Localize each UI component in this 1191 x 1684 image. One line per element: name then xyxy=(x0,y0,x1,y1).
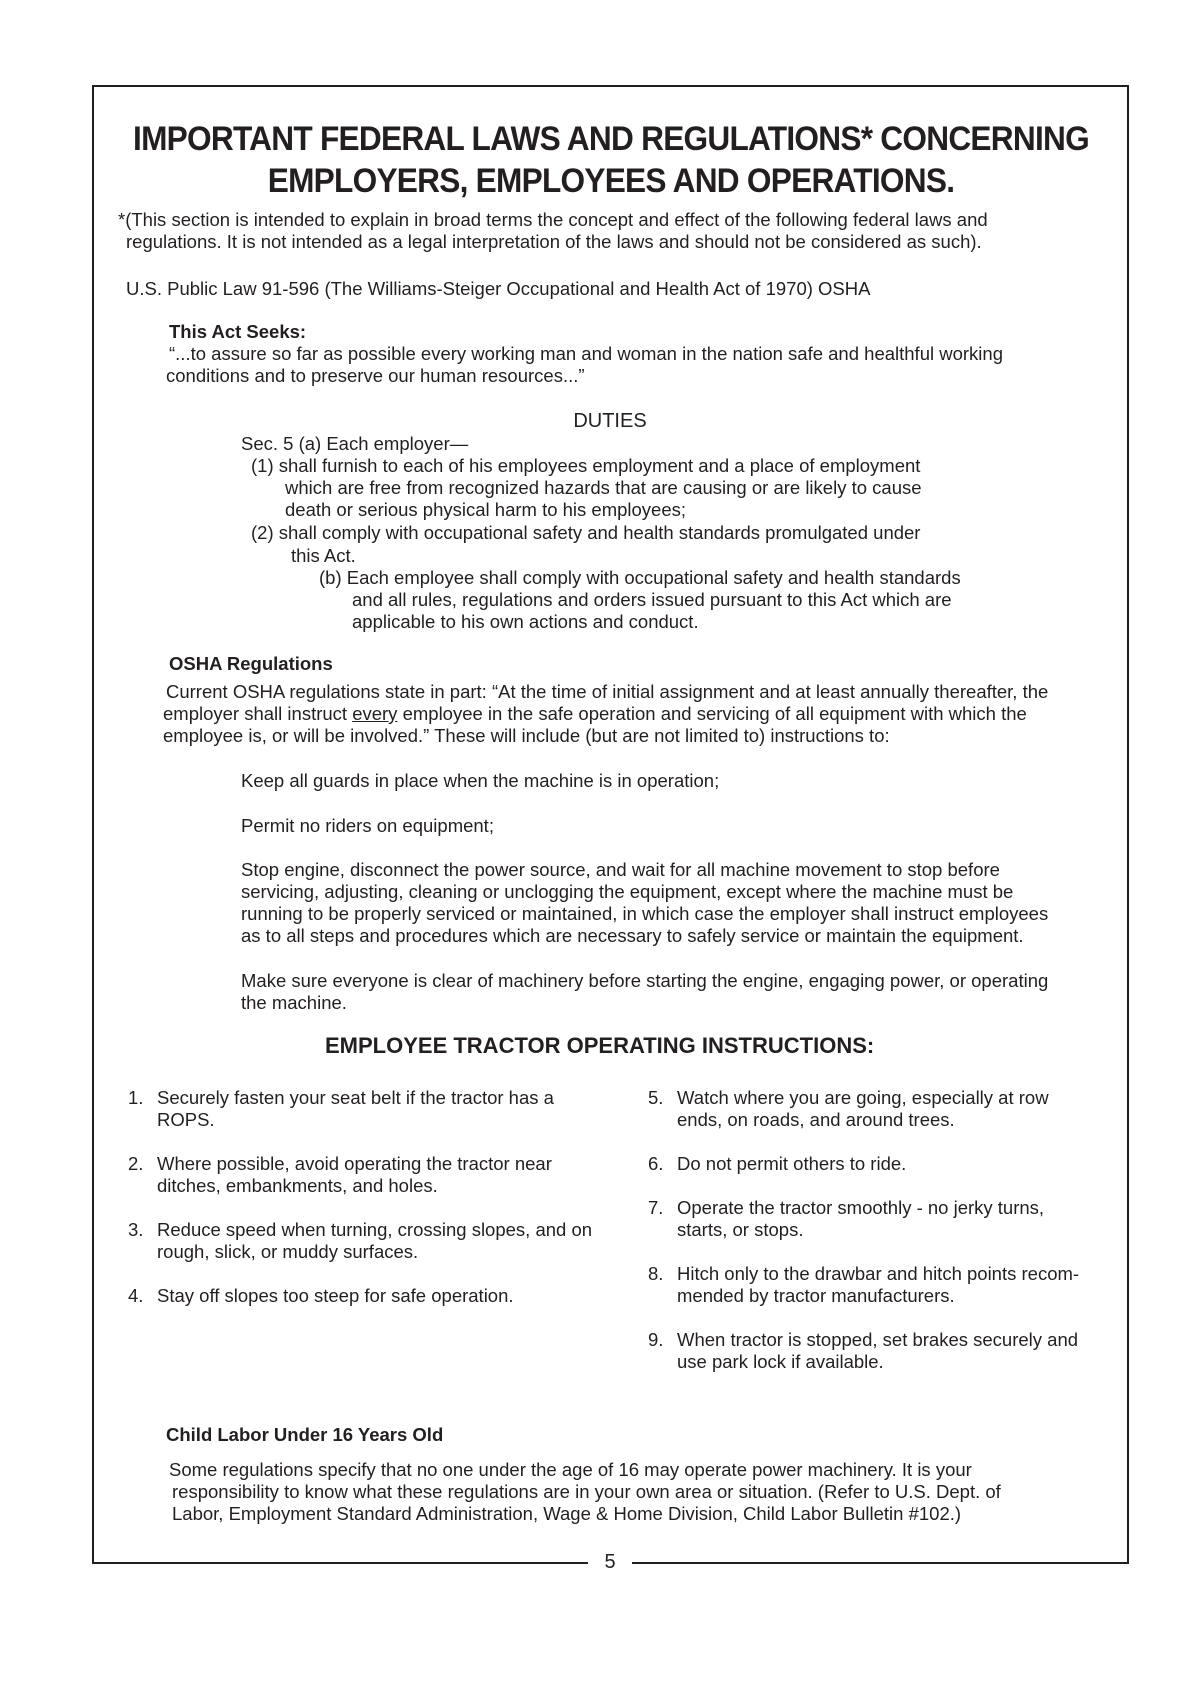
disclaimer-line-2: regulations. It is not intended as a legal interpretation of the laws and should not be considered as such). xyxy=(126,231,982,252)
disclaimer-line-1: *(This section is intended to explain in broad terms the concept and effect of the following federal laws and xyxy=(118,209,988,230)
osha-line-1: Current OSHA regulations state in part: “At the time of initial assignment and at least annually thereafter, the xyxy=(166,681,1049,702)
tractor-instructions-right-list xyxy=(648,1087,1128,1373)
instruction-stop-engine-line2: servicing, adjusting, cleaning or unclogging the equipment, except where the machine must be xyxy=(241,881,1014,902)
list-item: 7. Operate the tractor smoothly - no jerky turns, starts, or stops. xyxy=(648,1197,1045,1240)
duties-heading: DUTIES xyxy=(573,410,647,432)
duties-b-line3: applicable to his own actions and conduct. xyxy=(352,611,699,632)
title-line-2: EMPLOYERS, EMPLOYEES AND OPERATIONS. xyxy=(267,162,955,200)
list-item: 8. Hitch only to the drawbar and hitch points recom-mended by tractor manufacturers. xyxy=(648,1263,1080,1306)
list-item: 6. Do not permit others to ride. xyxy=(648,1153,907,1174)
duties-sec5a: Sec. 5 (a) Each employer— xyxy=(241,433,469,454)
page-title xyxy=(132,118,1090,202)
page-number: 5 xyxy=(604,1551,616,1573)
list-item: 4. Stay off slopes too steep for safe operation. xyxy=(128,1285,514,1306)
child-labor-heading: Child Labor Under 16 Years Old xyxy=(166,1424,444,1445)
duties-item2-line2: this Act. xyxy=(291,545,356,566)
title-line-1: IMPORTANT FEDERAL LAWS AND REGULATIONS* CONCERNING xyxy=(133,120,1089,158)
list-item: 9. When tractor is stopped, set brakes securely and use park lock if available. xyxy=(648,1329,1079,1372)
act-heading: This Act Seeks: xyxy=(169,321,307,342)
duties-item1-line2: which are free from recognized hazards that are causing or are likely to cause xyxy=(285,477,922,498)
duties-item1-line1: (1) shall furnish to each of his employees employment and a place of employment xyxy=(251,455,921,476)
list-item: 2. Where possible, avoid operating the tractor near ditches, embankments, and holes. xyxy=(128,1153,552,1196)
list-item: 1. Securely fasten your seat belt if the tractor has a ROPS. xyxy=(128,1087,554,1130)
emphasis-every: every xyxy=(352,703,398,724)
list-item: 5. Watch where you are going, especially at row ends, on roads, and around trees. xyxy=(648,1087,1049,1130)
footer-rule-right xyxy=(632,1562,1129,1564)
footer-rule-left xyxy=(92,1562,588,1564)
child-labor-line-2: responsibility to know what these regulations are in your own area or situation. (Refer to U.S. Dept. of xyxy=(172,1481,1001,1502)
instruction-stop-engine-line3: running to be properly serviced or maintained, in which case the employer shall instruct employees xyxy=(241,903,1049,924)
instruction-clear-machinery-line1: Make sure everyone is clear of machinery before starting the engine, engaging power, or operating xyxy=(241,970,1049,991)
instruction-guards: Keep all guards in place when the machine is in operation; xyxy=(241,770,720,791)
act-quote-line-1: “...to assure so far as possible every working man and woman in the nation safe and healthful working xyxy=(169,343,1003,364)
duties-b-line2: and all rules, regulations and orders issued pursuant to this Act which are xyxy=(352,589,952,610)
instruction-clear-machinery-line2: the machine. xyxy=(241,992,347,1013)
instruction-no-riders: Permit no riders on equipment; xyxy=(241,815,494,836)
list-item: 3. Reduce speed when turning, crossing slopes, and on rough, slick, or muddy surfaces. xyxy=(128,1219,593,1262)
osha-line-2: employer shall instruct every employee in the safe operation and servicing of all equipment with which the xyxy=(163,703,1027,724)
duties-b-line1: (b) Each employee shall comply with occupational safety and health standards xyxy=(319,567,961,588)
child-labor-line-1: Some regulations specify that no one under the age of 16 may operate power machinery. It is your xyxy=(169,1459,972,1480)
child-labor-line-3: Labor, Employment Standard Administration, Wage & Home Division, Child Labor Bulletin #102.) xyxy=(172,1503,962,1524)
act-quote-line-2: conditions and to preserve our human resources...” xyxy=(166,365,585,386)
instruction-stop-engine-line1: Stop engine, disconnect the power source, and wait for all machine movement to stop before xyxy=(241,859,1000,880)
osha-heading: OSHA Regulations xyxy=(169,653,333,674)
tractor-instructions-heading: EMPLOYEE TRACTOR OPERATING INSTRUCTIONS: xyxy=(325,1033,875,1058)
public-law-line: U.S. Public Law 91-596 (The Williams-Steiger Occupational and Health Act of 1970) OSHA xyxy=(126,278,871,299)
duties-item2-line1: (2) shall comply with occupational safety and health standards promulgated under xyxy=(251,522,921,543)
tractor-instructions-left-list xyxy=(128,1087,598,1307)
instruction-stop-engine-line4: as to all steps and procedures which are necessary to safely service or maintain the equipment. xyxy=(241,925,1024,946)
osha-line-3: employee is, or will be involved.” These will include (but are not limited to) instructions to: xyxy=(163,725,890,746)
duties-item1-line3: death or serious physical harm to his employees; xyxy=(285,499,687,520)
